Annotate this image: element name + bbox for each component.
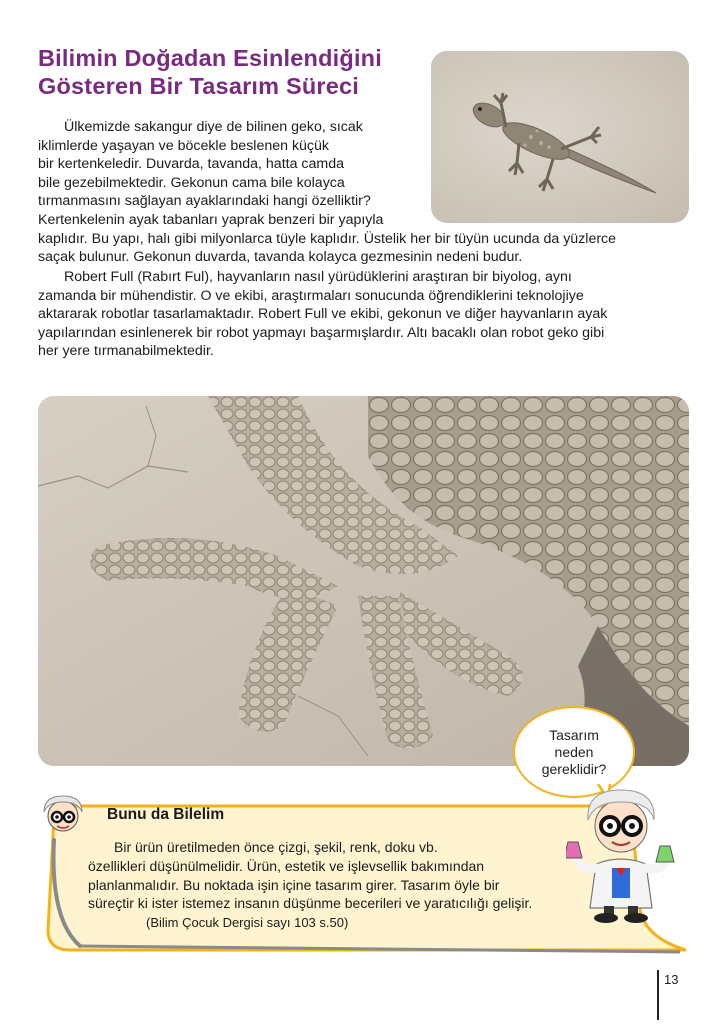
paragraph-gecko <box>38 118 616 267</box>
bubble-line: gereklidir? <box>541 760 607 777</box>
bubble-line: Tasarım <box>549 726 599 743</box>
info-line: süreçtir ki ister istemez insanın düşünme becerileri ve yaratıcılığı gelişir. <box>88 895 533 912</box>
scientist-head-icon <box>38 790 88 840</box>
info-line: Bir ürün üretilmeden önce çizgi, şekil, renk, doku vb. <box>114 839 438 855</box>
paragraph-line: iklimlerde yaşayan ve böcekle beslenen küçük <box>38 137 330 154</box>
page-number: 13 <box>664 972 679 987</box>
paragraph-line: aktararak robotlar tasarlamaktadır. Robert Full ve ekibi, gekonun ve diğer hayvanların ayak <box>38 306 608 323</box>
info-box-title: Bunu da Bilelim <box>107 806 225 823</box>
citation: (Bilim Çocuk Dergisi sayı 103 s.50) <box>146 915 349 930</box>
paragraph-line: Ülkemizde sakangur diye de bilinen geko, sıcak <box>64 119 363 135</box>
info-box-text <box>88 838 532 913</box>
paragraph-line: yapılarından esinlenerek bir robot yapmayı başarmışlardır. Altı bacaklı olan robot geko gibi <box>38 324 605 341</box>
paragraph-line: Kertenkelenin ayak tabanları yaprak benzeri bir yapıyla <box>38 211 384 228</box>
paragraph-robert-full <box>38 268 607 361</box>
paragraph-line: bir kertenkeledir. Duvarda, tavanda, hatta camda <box>38 156 344 173</box>
bubble-line: neden <box>554 743 594 760</box>
paragraph-line: kaplıdır. Bu yapı, halı gibi milyonlarca tüyle kaplıdır. Üstelik her bir tüyün ucunda da yüzlerce <box>38 230 617 247</box>
paragraph-line: zamanda bir mühendistir. O ve ekibi, araştırmaları sonucunda öğrendiklerini teknolojiye <box>38 287 584 304</box>
paragraph-line: her yere tırmanabilmektedir. <box>38 343 214 360</box>
title-line-2: Gösteren Bir Tasarım Süreci <box>38 73 360 99</box>
paragraph-line: saçak bulunur. Gekonun duvarda, tavanda kolayca gezmesinin nedeni budur. <box>38 249 523 266</box>
title-line-1: Bilimin Doğadan Esinlendiğini <box>38 45 382 71</box>
info-line: planlanmalıdır. Bu noktada işin içine tasarım girer. Tasarım öyle bir <box>88 876 500 893</box>
paragraph-line: bile gezebilmektedir. Gekonun cama bile kolayca <box>38 174 345 191</box>
page-title <box>38 44 428 100</box>
info-line: özellikleri düşünülmelidir. Ürün, estetik ve işlevsellik bakımından <box>88 857 485 874</box>
paragraph-line: tırmanmasını sağlayan ayaklarındaki hangi özelliktir? <box>38 193 371 210</box>
paragraph-line: Robert Full (Rabırt Ful), hayvanların nasıl yürüdüklerini araştıran bir biyolog, aynı <box>64 269 572 285</box>
page-number-divider <box>657 970 659 1020</box>
scientist-character-illustration <box>566 776 676 926</box>
